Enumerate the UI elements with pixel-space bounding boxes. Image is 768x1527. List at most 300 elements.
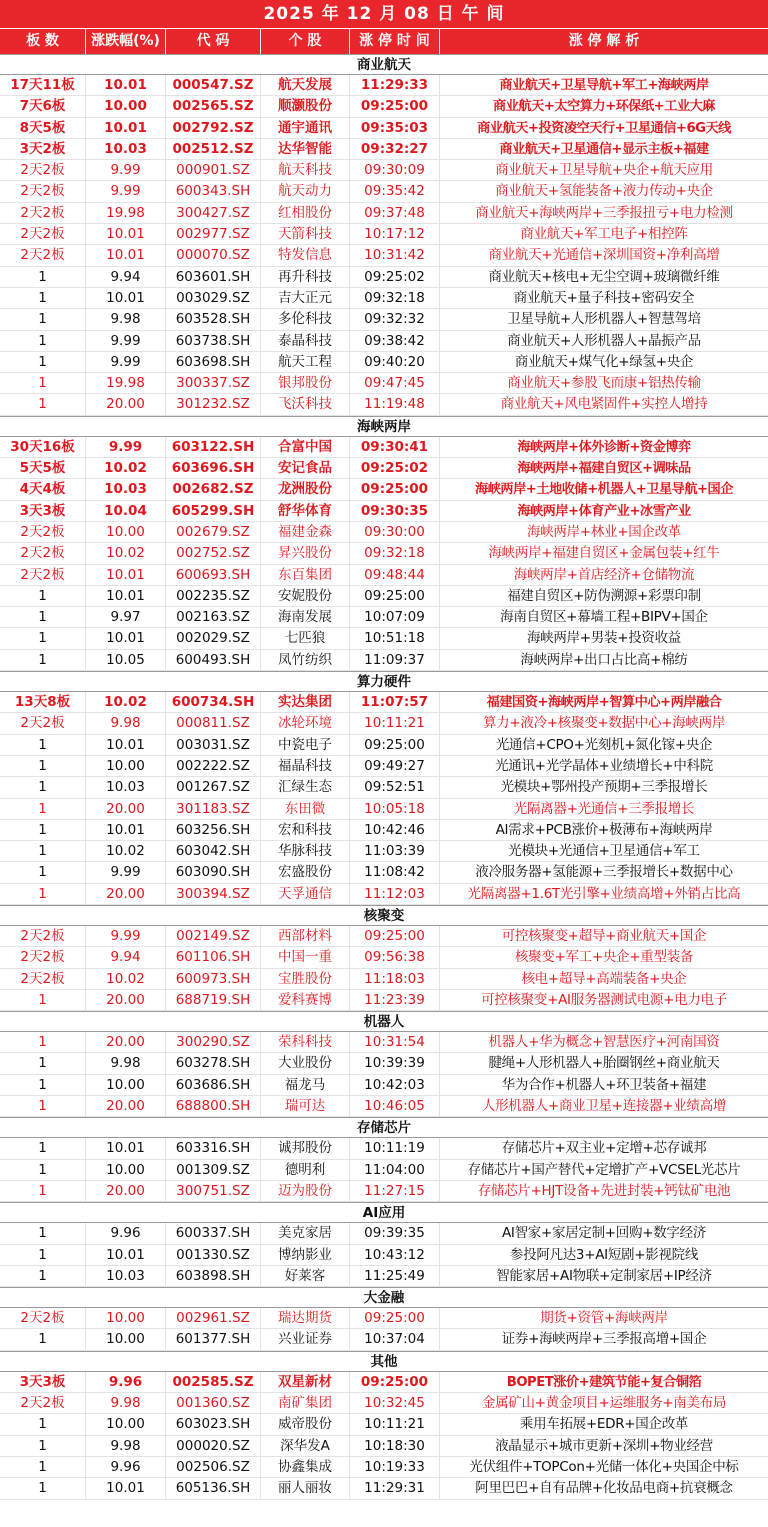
stock-name: 泰晶科技 <box>261 331 350 351</box>
table-row[interactable] <box>0 394 768 415</box>
reason: 可控核聚变+超导+商业航天+国企 <box>501 927 707 944</box>
stock-code: 603023.SH <box>166 1414 261 1434</box>
section-header: 海峡两岸 <box>0 416 768 437</box>
limit-time: 11:04:00 <box>350 1160 440 1180</box>
reason: 存储芯片+HJT设备+先进封装+钙钛矿电池 <box>477 1182 731 1199</box>
header-reason: 涨 停 解 析 <box>568 33 640 49</box>
table-row[interactable] <box>0 586 768 607</box>
stock-code: 002977.SZ <box>166 224 261 244</box>
limit-time: 11:09:37 <box>350 650 440 670</box>
stock-code: 301183.SZ <box>166 799 261 819</box>
table-row[interactable] <box>0 1053 768 1074</box>
stock-code: 000901.SZ <box>166 160 261 180</box>
reason: 商业航天+卫星导航+央企+航天应用 <box>495 162 713 179</box>
change-pct: 10.02 <box>86 543 166 563</box>
table-row[interactable] <box>0 1181 768 1202</box>
stock-name: 宏和科技 <box>261 820 350 840</box>
table-row[interactable] <box>0 1160 768 1181</box>
header-change-pct: 涨跌幅(%) <box>86 29 166 54</box>
stock-name: 天孚通信 <box>261 884 350 904</box>
stock-name: 红相股份 <box>261 203 350 223</box>
reason: 金属矿山+黄金项目+运维服务+南美布局 <box>481 1395 727 1412</box>
board-count: 1 <box>0 799 86 819</box>
board-count: 1 <box>0 352 86 372</box>
stock-code: 002029.SZ <box>166 628 261 648</box>
change-pct: 20.00 <box>86 1096 166 1116</box>
change-pct: 9.96 <box>86 1457 166 1477</box>
change-pct: 9.96 <box>86 1372 166 1392</box>
limit-time: 09:39:35 <box>350 1223 440 1243</box>
stock-code: 688800.SH <box>166 1096 261 1116</box>
reason: 商业航天+海峡两岸+三季报扭亏+电力检测 <box>475 204 733 221</box>
reason: 海峡两岸+土地收储+机器人+卫星导航+国企 <box>475 482 733 498</box>
board-count: 1 <box>0 862 86 882</box>
limit-time: 10:19:33 <box>350 1457 440 1477</box>
stock-code: 600693.SH <box>166 565 261 585</box>
reason: 海峡两岸+福建自贸区+金属包装+红牛 <box>488 545 720 562</box>
stock-name: 多伦科技 <box>261 309 350 329</box>
limit-time: 09:38:42 <box>350 331 440 351</box>
limit-time: 11:29:33 <box>350 75 440 95</box>
board-count: 1 <box>0 884 86 904</box>
stock-name: 瑞可达 <box>261 1096 350 1116</box>
board-count: 1 <box>0 394 86 414</box>
reason: 商业航天+人形机器人+晶振产品 <box>507 332 701 349</box>
stock-name: 爱科赛博 <box>261 990 350 1010</box>
table-row[interactable] <box>0 862 768 883</box>
board-count: 2天2板 <box>0 522 86 542</box>
change-pct: 10.02 <box>86 692 166 712</box>
change-pct: 9.98 <box>86 309 166 329</box>
table-row[interactable] <box>0 1393 768 1414</box>
board-count: 2天2板 <box>0 181 86 201</box>
reason: 福建国资+海峡两岸+智算中心+两岸融合 <box>486 695 722 711</box>
limit-time: 10:11:21 <box>350 1414 440 1434</box>
stock-code: 600493.SH <box>166 650 261 670</box>
limit-time: 10:37:04 <box>350 1329 440 1349</box>
change-pct: 10.01 <box>86 735 166 755</box>
board-count: 1 <box>0 1266 86 1286</box>
limit-time: 09:25:00 <box>350 1372 440 1392</box>
stock-code: 603256.SH <box>166 820 261 840</box>
change-pct: 9.97 <box>86 607 166 627</box>
stock-code: 003029.SZ <box>166 288 261 308</box>
stock-name: 特发信息 <box>261 245 350 265</box>
limit-time: 09:25:00 <box>350 926 440 946</box>
reason: 核电+超导+高端装备+央企 <box>521 970 687 987</box>
table-row[interactable] <box>0 331 768 352</box>
change-pct: 10.04 <box>86 501 166 521</box>
reason: 液晶显示+城市更新+深圳+物业经营 <box>495 1437 713 1454</box>
reason: 商业航天+军工电子+相控阵 <box>520 226 688 243</box>
table-row[interactable] <box>0 650 768 671</box>
board-count: 1 <box>0 820 86 840</box>
stock-code: 600337.SH <box>166 1223 261 1243</box>
header-code: 代 码 <box>166 29 261 54</box>
section-header: 算力硬件 <box>0 671 768 692</box>
reason: AI智家+家居定制+回购+数字经济 <box>501 1225 707 1242</box>
table-row[interactable] <box>0 947 768 968</box>
table-row[interactable] <box>0 1457 768 1478</box>
stock-name: 协鑫集成 <box>261 1457 350 1477</box>
table-row[interactable] <box>0 713 768 734</box>
table-row[interactable] <box>0 181 768 202</box>
board-count: 17天11板 <box>0 75 86 95</box>
table-row[interactable] <box>0 1414 768 1435</box>
stock-name: 东田微 <box>261 799 350 819</box>
section-header: 机器人 <box>0 1011 768 1032</box>
change-pct: 9.96 <box>86 1223 166 1243</box>
reason: 海峡两岸+林业+国企改革 <box>526 523 682 540</box>
table-row[interactable] <box>0 1032 768 1053</box>
reason: 商业航天+光通信+深圳国资+净利高增 <box>488 247 720 264</box>
change-pct: 10.00 <box>86 1308 166 1328</box>
limit-time: 09:32:18 <box>350 288 440 308</box>
table-header <box>0 28 768 54</box>
board-count: 1 <box>0 1223 86 1243</box>
board-count: 3天3板 <box>0 501 86 521</box>
stock-code: 002565.SZ <box>166 96 261 116</box>
board-count: 1 <box>0 1160 86 1180</box>
limit-time: 10:42:46 <box>350 820 440 840</box>
section-header: 大金融 <box>0 1287 768 1308</box>
table-row[interactable] <box>0 437 768 458</box>
table-row[interactable] <box>0 1138 768 1159</box>
change-pct: 10.01 <box>86 820 166 840</box>
change-pct: 9.99 <box>86 181 166 201</box>
change-pct: 20.00 <box>86 1181 166 1201</box>
table-row[interactable] <box>0 1329 768 1350</box>
stock-code: 601106.SH <box>166 947 261 967</box>
table-row[interactable] <box>0 1223 768 1244</box>
table-row[interactable] <box>0 203 768 224</box>
table-row[interactable] <box>0 160 768 181</box>
table-row[interactable] <box>0 479 768 500</box>
stock-code: 603698.SH <box>166 352 261 372</box>
table-row[interactable] <box>0 352 768 373</box>
limit-time: 11:27:15 <box>350 1181 440 1201</box>
limit-time: 09:35:42 <box>350 181 440 201</box>
table-row[interactable] <box>0 118 768 139</box>
board-count: 1 <box>0 1053 86 1073</box>
stock-code: 605299.SH <box>166 501 261 521</box>
limit-time: 10:17:12 <box>350 224 440 244</box>
change-pct: 10.01 <box>86 1245 166 1265</box>
limit-time: 09:49:27 <box>350 756 440 776</box>
stock-code: 300290.SZ <box>166 1032 261 1052</box>
table-row[interactable] <box>0 309 768 330</box>
limit-time: 10:05:18 <box>350 799 440 819</box>
table-row[interactable] <box>0 926 768 947</box>
table-row[interactable] <box>0 224 768 245</box>
board-count: 3天3板 <box>0 1372 86 1392</box>
reason: 商业航天+量子科技+密码安全 <box>513 289 695 306</box>
table-row[interactable] <box>0 990 768 1011</box>
header-limit-time: 涨 停 时 间 <box>350 29 440 54</box>
stock-name: 冰轮环境 <box>261 713 350 733</box>
stock-name: 兴业证券 <box>261 1329 350 1349</box>
limit-time: 09:56:38 <box>350 947 440 967</box>
reason: 核聚变+军工+央企+重型装备 <box>514 949 694 966</box>
change-pct: 10.00 <box>86 1075 166 1095</box>
change-pct: 10.02 <box>86 841 166 861</box>
board-count: 1 <box>0 1414 86 1434</box>
stock-name: 达华智能 <box>261 139 350 159</box>
table-row[interactable] <box>0 628 768 649</box>
reason: 液冷服务器+氢能源+三季报增长+数据中心 <box>475 864 733 881</box>
table-row[interactable] <box>0 522 768 543</box>
stock-code: 603898.SH <box>166 1266 261 1286</box>
reason: 海南自贸区+幕墙工程+BIPV+国企 <box>500 609 708 626</box>
board-count: 1 <box>0 309 86 329</box>
change-pct: 10.01 <box>86 628 166 648</box>
stock-code: 001330.SZ <box>166 1245 261 1265</box>
board-count: 1 <box>0 756 86 776</box>
reason: 福建自贸区+防伪溯源+彩票印制 <box>507 587 701 604</box>
stock-name: 银邦股份 <box>261 373 350 393</box>
table-row[interactable] <box>0 373 768 394</box>
stock-name: 龙洲股份 <box>261 479 350 499</box>
table-row[interactable] <box>0 1096 768 1117</box>
change-pct: 9.99 <box>86 160 166 180</box>
reason: 参投阿凡达3+AI短剧+影视院线 <box>509 1246 699 1263</box>
stock-name: 福晶科技 <box>261 756 350 776</box>
board-count: 2天2板 <box>0 1393 86 1413</box>
change-pct: 10.02 <box>86 969 166 989</box>
reason: 商业航天+氢能装备+液力传动+央企 <box>495 183 713 200</box>
stock-code: 002512.SZ <box>166 139 261 159</box>
board-count: 2天2板 <box>0 969 86 989</box>
stock-code: 001360.SZ <box>166 1393 261 1413</box>
stock-name: 七匹狼 <box>261 628 350 648</box>
change-pct: 10.03 <box>86 139 166 159</box>
stock-name: 航天动力 <box>261 181 350 201</box>
stock-code: 300394.SZ <box>166 884 261 904</box>
table-row[interactable] <box>0 735 768 756</box>
board-count: 2天2板 <box>0 947 86 967</box>
board-count: 2天2板 <box>0 224 86 244</box>
board-count: 30天16板 <box>0 437 86 457</box>
stock-code: 000811.SZ <box>166 713 261 733</box>
board-count: 1 <box>0 1181 86 1201</box>
table-row[interactable] <box>0 1478 768 1499</box>
table-row[interactable] <box>0 799 768 820</box>
stock-code: 605136.SH <box>166 1478 261 1498</box>
stock-name: 双星新材 <box>261 1372 350 1392</box>
reason: 商业航天+投资凌空天行+卫星通信+6G天线 <box>477 120 731 136</box>
stock-name: 诚邦股份 <box>261 1138 350 1158</box>
change-pct: 10.03 <box>86 777 166 797</box>
stock-name: 汇绿生态 <box>261 777 350 797</box>
reason: 商业航天+卫星通信+显示主板+福建 <box>499 141 709 157</box>
limit-time: 09:32:32 <box>350 309 440 329</box>
table-row[interactable] <box>0 692 768 713</box>
stock-code: 001267.SZ <box>166 777 261 797</box>
stock-name: 舒华体育 <box>261 501 350 521</box>
table-row[interactable] <box>0 501 768 522</box>
reason: 商业航天+卫星导航+军工+海峡两岸 <box>499 78 709 93</box>
header-boards: 板 数 <box>0 29 86 54</box>
stock-code: 603090.SH <box>166 862 261 882</box>
limit-time: 10:11:21 <box>350 713 440 733</box>
board-count: 1 <box>0 1478 86 1498</box>
table-row[interactable] <box>0 458 768 479</box>
change-pct: 20.00 <box>86 1032 166 1052</box>
table-row[interactable] <box>0 777 768 798</box>
reason: 海峡两岸+体育产业+冰雪产业 <box>517 503 691 519</box>
reason: 海峡两岸+男装+投资收益 <box>526 630 682 647</box>
reason: 卫星导航+人形机器人+智慧驾培 <box>507 311 701 328</box>
change-pct: 9.98 <box>86 1393 166 1413</box>
board-count: 1 <box>0 1436 86 1456</box>
stock-code: 603278.SH <box>166 1053 261 1073</box>
limit-time: 09:32:18 <box>350 543 440 563</box>
stock-name: 西部材料 <box>261 926 350 946</box>
reason: 商业航天+煤气化+绿氢+央企 <box>514 353 694 370</box>
stock-code: 002506.SZ <box>166 1457 261 1477</box>
board-count: 1 <box>0 1329 86 1349</box>
reason: 人形机器人+商业卫星+连接器+业绩高增 <box>481 1098 727 1115</box>
reason: 海峡两岸+出口占比高+棉纺 <box>520 651 688 668</box>
limit-time: 09:25:00 <box>350 96 440 116</box>
stock-name: 好莱客 <box>261 1266 350 1286</box>
stock-name: 再升科技 <box>261 267 350 287</box>
stock-code: 002585.SZ <box>166 1372 261 1392</box>
limit-time: 10:11:19 <box>350 1138 440 1158</box>
reason: 光隔离器+1.6T光引擎+业绩高增+外销占比高 <box>467 885 741 902</box>
table-row[interactable] <box>0 884 768 905</box>
stock-name: 凤竹纺织 <box>261 650 350 670</box>
stock-code: 600734.SH <box>166 692 261 712</box>
limit-time: 11:07:57 <box>350 692 440 712</box>
stock-code: 603122.SH <box>166 437 261 457</box>
stock-code: 003031.SZ <box>166 735 261 755</box>
board-count: 1 <box>0 1457 86 1477</box>
board-count: 7天6板 <box>0 96 86 116</box>
board-count: 1 <box>0 1096 86 1116</box>
limit-time: 09:30:41 <box>350 437 440 457</box>
stock-code: 603686.SH <box>166 1075 261 1095</box>
limit-time: 09:35:03 <box>350 118 440 138</box>
board-count: 1 <box>0 288 86 308</box>
change-pct: 10.00 <box>86 756 166 776</box>
reason: 证券+海峡两岸+三季报高增+国企 <box>501 1331 707 1348</box>
change-pct: 9.99 <box>86 926 166 946</box>
stock-code: 002961.SZ <box>166 1308 261 1328</box>
stock-code: 603316.SH <box>166 1138 261 1158</box>
stock-name: 华脉科技 <box>261 841 350 861</box>
board-count: 2天2板 <box>0 713 86 733</box>
table-row[interactable] <box>0 96 768 117</box>
limit-time: 10:46:05 <box>350 1096 440 1116</box>
stock-code: 603696.SH <box>166 458 261 478</box>
change-pct: 10.00 <box>86 522 166 542</box>
limit-time: 10:43:12 <box>350 1245 440 1265</box>
change-pct: 10.05 <box>86 650 166 670</box>
limit-time: 09:25:02 <box>350 267 440 287</box>
table-row[interactable] <box>0 245 768 266</box>
stock-name: 实达集团 <box>261 692 350 712</box>
limit-up-table <box>0 54 768 1500</box>
table-row[interactable] <box>0 607 768 628</box>
change-pct: 9.98 <box>86 1053 166 1073</box>
reason: AI需求+PCB涨价+极薄布+海峡两岸 <box>495 821 713 838</box>
table-row[interactable] <box>0 1245 768 1266</box>
table-row[interactable] <box>0 1075 768 1096</box>
stock-name: 东百集团 <box>261 565 350 585</box>
reason: 海峡两岸+首店经济+仓储物流 <box>513 566 695 583</box>
stock-name: 南矿集团 <box>261 1393 350 1413</box>
limit-time: 09:32:27 <box>350 139 440 159</box>
section-header: 商业航天 <box>0 54 768 75</box>
table-row[interactable] <box>0 543 768 564</box>
table-row[interactable] <box>0 1266 768 1287</box>
limit-time: 11:03:39 <box>350 841 440 861</box>
limit-time: 10:07:09 <box>350 607 440 627</box>
board-count: 1 <box>0 586 86 606</box>
table-row[interactable] <box>0 75 768 96</box>
board-count: 2天2板 <box>0 245 86 265</box>
stock-name: 航天科技 <box>261 160 350 180</box>
limit-time: 11:23:39 <box>350 990 440 1010</box>
header-stock: 个 股 <box>261 29 350 54</box>
stock-name: 福龙马 <box>261 1075 350 1095</box>
board-count: 2天2板 <box>0 926 86 946</box>
section-header: 其他 <box>0 1351 768 1372</box>
limit-time: 11:19:48 <box>350 394 440 414</box>
board-count: 3天2板 <box>0 139 86 159</box>
limit-time: 11:18:03 <box>350 969 440 989</box>
limit-time: 09:25:00 <box>350 735 440 755</box>
board-count: 2天2板 <box>0 203 86 223</box>
table-row[interactable] <box>0 820 768 841</box>
table-row[interactable] <box>0 1372 768 1393</box>
reason: BOPET涨价+建筑节能+复合铜箔 <box>506 1374 702 1390</box>
change-pct: 20.00 <box>86 799 166 819</box>
table-row[interactable] <box>0 565 768 586</box>
limit-time: 10:39:39 <box>350 1053 440 1073</box>
change-pct: 20.00 <box>86 394 166 414</box>
change-pct: 9.94 <box>86 267 166 287</box>
table-row[interactable] <box>0 1308 768 1329</box>
table-row[interactable] <box>0 969 768 990</box>
table-row[interactable] <box>0 288 768 309</box>
section-header: AI应用 <box>0 1202 768 1223</box>
stock-name: 德明利 <box>261 1160 350 1180</box>
board-count: 1 <box>0 650 86 670</box>
limit-time: 09:30:09 <box>350 160 440 180</box>
stock-code: 002682.SZ <box>166 479 261 499</box>
limit-time: 09:25:00 <box>350 1308 440 1328</box>
change-pct: 9.98 <box>86 713 166 733</box>
table-row[interactable] <box>0 139 768 160</box>
stock-code: 000547.SZ <box>166 75 261 95</box>
stock-code: 603738.SH <box>166 331 261 351</box>
reason: 腱绳+人形机器人+胎圈钢丝+商业航天 <box>488 1055 720 1072</box>
table-row[interactable] <box>0 841 768 862</box>
limit-time: 11:08:42 <box>350 862 440 882</box>
reason: 商业航天+参股飞而康+铝热传输 <box>507 375 701 392</box>
stock-name: 航天发展 <box>261 75 350 95</box>
table-row[interactable] <box>0 1436 768 1457</box>
table-row[interactable] <box>0 267 768 288</box>
change-pct: 19.98 <box>86 373 166 393</box>
limit-time: 10:18:30 <box>350 1436 440 1456</box>
stock-name: 中瓷电子 <box>261 735 350 755</box>
board-count: 1 <box>0 1245 86 1265</box>
reason: 算力+液冷+核聚变+数据中心+海峡两岸 <box>482 715 726 732</box>
table-row[interactable] <box>0 756 768 777</box>
